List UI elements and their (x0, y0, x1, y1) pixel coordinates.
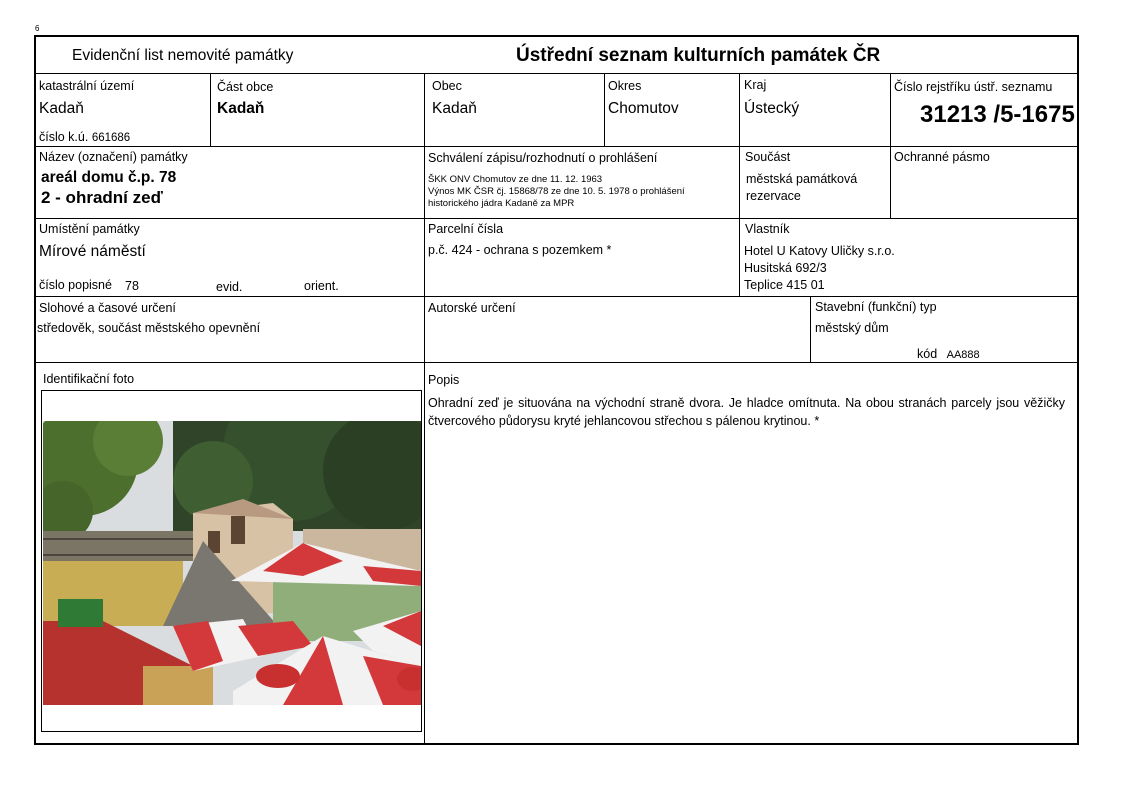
stavebni-typ-label: Stavební (funkční) typ (815, 300, 937, 314)
schvaleni-line-1: ŠKK ONV Chomutov ze dne 11. 12. 1963 (428, 174, 603, 185)
cislo-ku-value: 661686 (91, 132, 131, 144)
obec-label: Obec (432, 79, 462, 93)
form-title: Evidenční list nemovité památky (72, 47, 294, 64)
soucast-line-1: městská památková (746, 172, 858, 186)
vlastnik-line-1: Hotel U Katovy Uličky s.r.o. (744, 244, 895, 258)
cislo-ku-label-text: číslo k.ú. (39, 130, 89, 144)
kod-label: kód (917, 347, 938, 361)
okres-label: Okres (608, 79, 642, 93)
umisteni-value: Mírové náměstí (39, 243, 146, 260)
parcelni-label: Parcelní čísla (428, 222, 504, 236)
orient-label: orient. (304, 279, 339, 293)
nazev-line-1: areál domu č.p. 78 (41, 169, 177, 186)
cislo-popisne-label: číslo popisné (39, 278, 112, 292)
popis-text: Ohradní zeď je situována na východní straně dvora. Je hladce omítnuta. Na obou stranách parcely jsou věžičky čtvercového půdorysu kryté jehlancovou střechou s pálenou krytinou. * (428, 396, 1065, 428)
divider (739, 73, 740, 296)
divider (35, 146, 1079, 147)
divider (35, 218, 1079, 219)
nazev-line-2: 2 - ohradní zeď (41, 188, 163, 207)
vlastnik-line-3: Teplice 415 01 (744, 278, 825, 292)
divider (35, 73, 1079, 74)
stavebni-typ-value: městský dům (815, 321, 889, 335)
identification-photo (43, 421, 421, 705)
popis-label: Popis (428, 373, 460, 387)
evid-label: evid. (216, 280, 243, 294)
slohove-label: Slohové a časové určení (39, 301, 176, 315)
parcelni-value: p.č. 424 - ochrana s pozemkem * (428, 243, 612, 257)
ochranne-pasmo-label: Ochranné pásmo (894, 150, 990, 164)
vlastnik-label: Vlastník (745, 222, 790, 236)
cast-obce-value: Kadaň (217, 100, 265, 117)
kraj-label: Kraj (744, 78, 767, 92)
nazev-label: Název (označení) památky (39, 150, 188, 164)
divider (604, 73, 605, 146)
schvaleni-line-3: historického jádra Kadaně za MPR (428, 198, 575, 209)
katastralni-uzemi-value: Kadaň (39, 100, 84, 117)
kod-value: AA888 (946, 349, 980, 361)
identifikacni-foto-label: Identifikační foto (43, 372, 135, 386)
registry-title: Ústřední seznam kulturních památek ČR (516, 45, 881, 66)
okres-value: Chomutov (608, 100, 679, 117)
katastralni-uzemi-label: katastrální území (39, 79, 135, 93)
page-number: 6 (35, 24, 40, 33)
rejstrik-number: 31213 /5-1675 (920, 101, 1075, 128)
soucast-label: Součást (745, 150, 791, 164)
schvaleni-label: Schválení zápisu/rozhodnutí o prohlášení (428, 151, 658, 165)
divider (890, 73, 891, 218)
divider (424, 73, 425, 745)
vlastnik-line-2: Husitská 692/3 (744, 261, 827, 275)
slohove-value: středověk, součást městského opevnění (37, 321, 261, 335)
umisteni-label: Umístění památky (39, 222, 140, 236)
kraj-value: Ústecký (744, 100, 800, 117)
cast-obce-label: Část obce (217, 80, 274, 94)
kod-field (917, 345, 980, 363)
obec-value: Kadaň (432, 100, 477, 117)
rejstrik-label: Číslo rejstříku ústř. seznamu (894, 80, 1053, 94)
divider (35, 296, 1079, 297)
soucast-line-2: rezervace (746, 189, 801, 203)
autorske-label: Autorské určení (428, 301, 516, 315)
cislo-popisne-value: 78 (125, 279, 139, 293)
divider (810, 296, 811, 362)
divider (210, 73, 211, 146)
schvaleni-line-2: Výnos MK ČSR čj. 15868/78 ze dne 10. 5. 1978 o prohlášení (428, 186, 685, 197)
cislo-ku-label (39, 130, 130, 144)
